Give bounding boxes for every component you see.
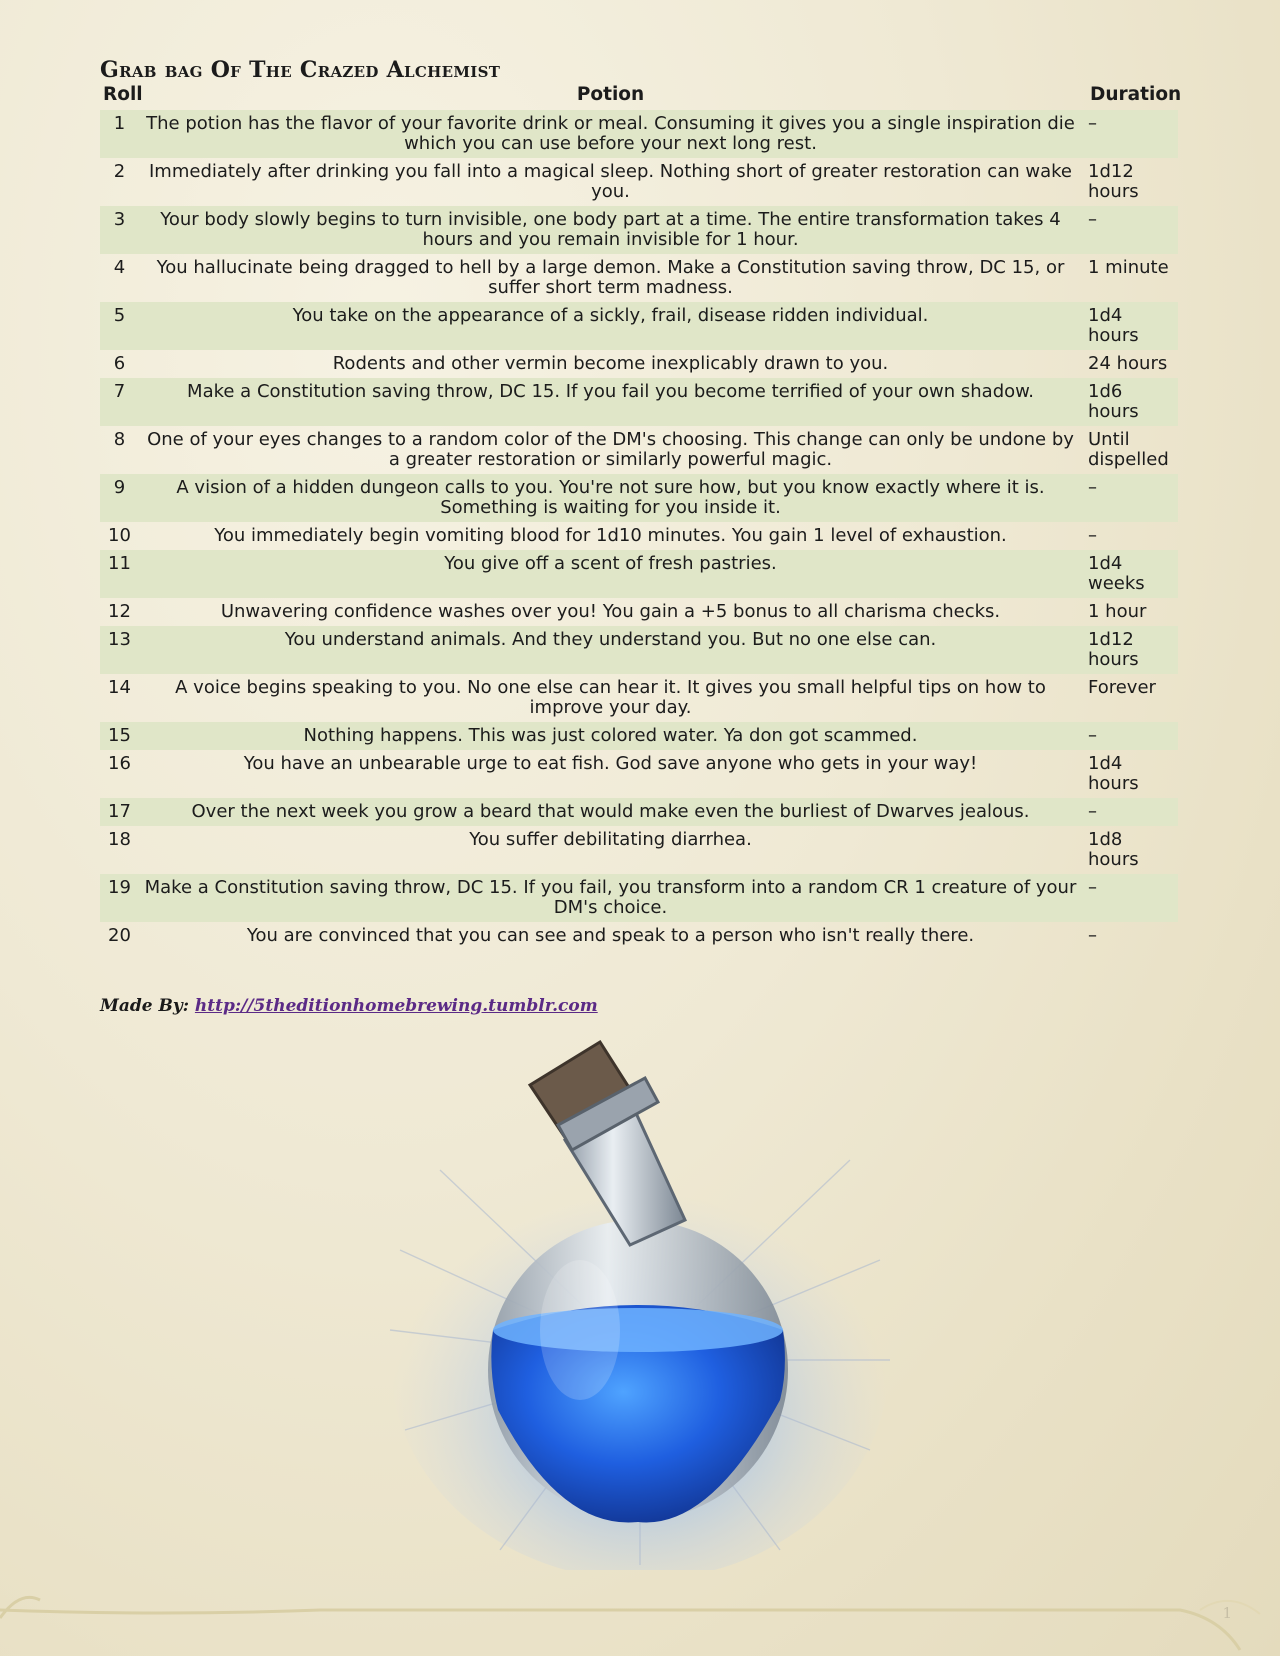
potion-flask-icon: [380, 1030, 900, 1570]
header-roll: Roll: [103, 84, 143, 105]
table-row: [100, 206, 1178, 254]
potion-cell: One of your eyes changes to a random color of the DM's choosing. This change can only be undone by a greater restoration or similarly powerful magic.: [147, 429, 1074, 470]
roll-cell: 11: [100, 550, 139, 598]
header-duration: Duration: [1090, 84, 1182, 105]
potion-cell: A voice begins speaking to you. No one else can hear it. It gives you small helpful tips on how to improve your day.: [175, 677, 1046, 718]
roll-cell: 1: [100, 110, 139, 158]
roll-cell: 8: [113, 429, 126, 450]
duration-cell: –: [1082, 474, 1178, 522]
duration-cell: 1 hour: [1088, 601, 1147, 622]
duration-cell: 1d12 hours: [1088, 161, 1139, 202]
duration-cell: Until dispelled: [1088, 429, 1169, 470]
potion-cell: Over the next week you grow a beard that would make even the burliest of Dwarves jealous.: [139, 798, 1082, 826]
roll-cell: 6: [113, 353, 126, 374]
roll-cell: 7: [100, 378, 139, 426]
roll-cell: 13: [100, 626, 139, 674]
credit-label: Made By:: [100, 996, 189, 1016]
duration-cell: 24 hours: [1088, 353, 1168, 374]
table-row: [100, 426, 1178, 474]
table-row: [100, 550, 1178, 598]
potion-cell: You suffer debilitating diarrhea.: [469, 829, 752, 850]
table-row: [100, 302, 1178, 350]
table-row: [100, 474, 1178, 522]
table-row: [100, 110, 1178, 158]
duration-cell: –: [1088, 525, 1097, 546]
roll-cell: 16: [108, 753, 131, 774]
credit-line: [100, 996, 598, 1016]
potion-cell: You give off a scent of fresh pastries.: [139, 550, 1082, 598]
header-potion: Potion: [576, 84, 645, 105]
roll-cell: 9: [100, 474, 139, 522]
table-row: [100, 826, 1178, 874]
table-row: [100, 722, 1178, 750]
roll-cell: 15: [100, 722, 139, 750]
table-row: [100, 158, 1178, 206]
table-header-row: [100, 84, 1178, 110]
duration-cell: –: [1082, 722, 1178, 750]
potion-cell: You are convinced that you can see and speak to a person who isn't really there.: [246, 925, 975, 946]
duration-cell: 1 minute: [1088, 257, 1169, 278]
duration-cell: –: [1082, 874, 1178, 922]
table-row: [100, 350, 1178, 378]
potion-cell: You take on the appearance of a sickly, frail, disease ridden individual.: [139, 302, 1082, 350]
roll-cell: 10: [108, 525, 131, 546]
roll-cell: 18: [108, 829, 131, 850]
table-row: [100, 750, 1178, 798]
potion-table: [100, 84, 1182, 950]
table-row: [100, 378, 1178, 426]
roll-cell: 19: [100, 874, 139, 922]
roll-cell: 4: [113, 257, 126, 278]
duration-cell: –: [1082, 798, 1178, 826]
duration-cell: 1d4 weeks: [1082, 550, 1178, 598]
potion-cell: Rodents and other vermin become inexplicably drawn to you.: [332, 353, 889, 374]
roll-cell: 2: [113, 161, 126, 182]
duration-cell: 1d6 hours: [1082, 378, 1178, 426]
table-row: [100, 922, 1178, 950]
duration-cell: 1d12 hours: [1082, 626, 1178, 674]
table-title: Grab bag Of The Crazed Alchemist: [100, 57, 501, 83]
duration-cell: –: [1082, 110, 1178, 158]
roll-cell: 5: [100, 302, 139, 350]
potion-cell: You understand animals. And they understand you. But no one else can.: [139, 626, 1082, 674]
duration-cell: 1d8 hours: [1088, 829, 1139, 870]
duration-cell: –: [1082, 206, 1178, 254]
potion-cell: Your body slowly begins to turn invisible, one body part at a time. The entire transformation takes 4 hours and you remain invisible for 1 hour.: [139, 206, 1082, 254]
potion-cell: The potion has the flavor of your favorite drink or meal. Consuming it gives you a single inspiration die which you can use before your next long rest.: [139, 110, 1082, 158]
duration-cell: 1d4 hours: [1088, 753, 1139, 794]
table-row: [100, 674, 1178, 722]
potion-cell: You immediately begin vomiting blood for 1d10 minutes. You gain 1 level of exhaustion.: [214, 525, 1007, 546]
table-row: [100, 522, 1178, 550]
table-row: [100, 626, 1178, 674]
duration-cell: 1d4 hours: [1082, 302, 1178, 350]
page-border-ornament: [0, 1570, 1280, 1656]
roll-cell: 17: [100, 798, 139, 826]
potion-cell: Immediately after drinking you fall into a magical sleep. Nothing short of greater restoration can wake you.: [149, 161, 1072, 202]
document-page: [100, 56, 1182, 950]
potion-cell: Make a Constitution saving throw, DC 15. If you fail, you transform into a random CR 1 creature of your DM's choice.: [139, 874, 1082, 922]
table-row: [100, 874, 1178, 922]
table-row: [100, 598, 1178, 626]
credit-link[interactable]: http://5theditionhomebrewing.tumblr.com: [194, 996, 598, 1016]
roll-cell: 14: [108, 677, 131, 698]
potion-cell: Make a Constitution saving throw, DC 15. If you fail you become terrified of your own shadow.: [139, 378, 1082, 426]
table-row: [100, 254, 1178, 302]
page-number: 1: [1222, 1604, 1232, 1622]
roll-cell: 3: [100, 206, 139, 254]
roll-cell: 20: [108, 925, 131, 946]
potion-cell: Nothing happens. This was just colored water. Ya don got scammed.: [139, 722, 1082, 750]
potion-cell: You hallucinate being dragged to hell by a large demon. Make a Constitution saving throw, DC 15, or suffer short term madness.: [156, 257, 1065, 298]
potion-cell: You have an unbearable urge to eat fish. God save anyone who gets in your way!: [243, 753, 978, 774]
roll-cell: 12: [108, 601, 131, 622]
potion-cell: A vision of a hidden dungeon calls to you. You're not sure how, but you know exactly where it is. Something is waiting for you inside it.: [139, 474, 1082, 522]
duration-cell: Forever: [1088, 677, 1156, 698]
table-row: [100, 798, 1178, 826]
potion-cell: Unwavering confidence washes over you! You gain a +5 bonus to all charisma checks.: [220, 601, 1001, 622]
duration-cell: –: [1088, 925, 1097, 946]
